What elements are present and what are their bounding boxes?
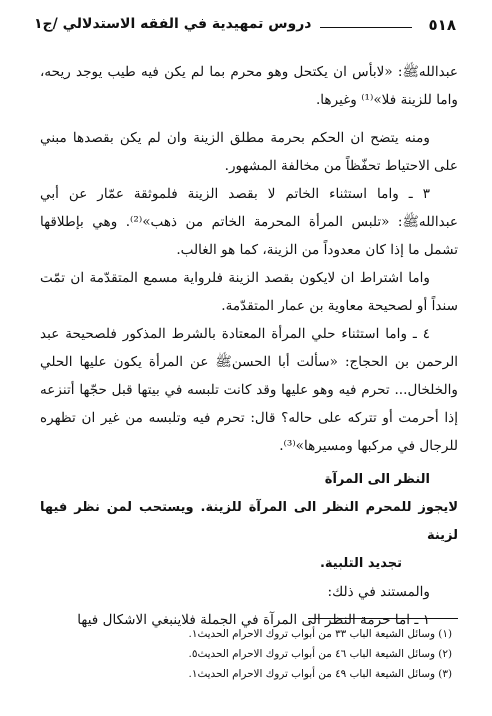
footnote: (٣) وسائل الشيعة الباب ٤٩ من أبواب تروك الاحرام الحديث١. <box>188 668 452 680</box>
paragraph: ٤ ـ واما استثناء حلي المرأة المعتادة بالشرط المذكور فلصحيحة عبد الرحمن بن الحجاج: «سألت أبا الحسن‌ﷺ عن المرأة يكون عليها الحلي والخلخال... تحرم فيه وهو عليها وقد كانت تلبسه في بيتها قبل حجّها أتنزعه إذا أحرمت أو تتركه على حاله؟ قال: تحرم فيه وتلبسه من غير ان تظهره للرجال في مركبها ومسيرها»⁽³⁾. <box>40 326 458 454</box>
paragraph: ١ ـ اما حرمة النظر الى المرآة في الجملة فلاينبغي الاشكال فيها <box>77 612 430 628</box>
page-number: ٥١٨ <box>428 16 456 34</box>
paragraph: ومنه يتضح ان الحكم بحرمة مطلق الزينة وان لم يكن بقصدها مبني على الاحتياط تحفّظاً من مخالفة المشهور. <box>40 130 458 174</box>
running-title: دروس تمهيدية في الفقه الاستدلالي /ج١ <box>34 16 312 32</box>
paragraph: واما اشتراط ان لايكون بقصد الزينة فلرواية مسمع المتقدّمة ان تمّت سنداً أو لصحيحة معاوية بن عمار المتقدّمة. <box>40 270 458 314</box>
footnote: (٢) وسائل الشيعة الباب ٤٦ من أبواب تروك الاحرام الحديث٥. <box>188 648 452 660</box>
header-rule <box>320 27 412 28</box>
evidence-intro: والمستند في ذلك: <box>327 584 430 600</box>
ruling-line: لايجوز للمحرم النظر الى المرآة للزينة. ويستحب لمن نظر فيها لزينة <box>40 500 458 543</box>
page-header <box>34 16 456 38</box>
footnote: (١) وسائل الشيعة الباب ٣٣ من أبواب تروك الاحرام الحديث١. <box>188 628 452 640</box>
footnotes <box>40 624 452 684</box>
paragraph: عبدالله‌ﷺ: «لابأس ان يكتحل وهو محرم بما لم يكن فيه طيب يوجد ريحه، واما للزينة فلا»⁽¹⁾ وغيرها. <box>40 64 458 108</box>
main-text <box>40 58 458 634</box>
ruling-line: تجديد التلبية. <box>319 556 402 571</box>
section-heading: النظر الى المرآة <box>324 472 430 487</box>
footnote-rule <box>308 618 458 619</box>
paragraph: ٣ ـ واما استثناء الخاتم لا بقصد الزينة فلموثقة عمّار عن أبي عبدالله‌ﷺ: «تلبس المرأة المحرمة الخاتم من ذهب»⁽²⁾. وهي بإطلاقها تشمل ما إذا كان معدوداً من الزينة، كما هو الغالب. <box>40 186 458 258</box>
